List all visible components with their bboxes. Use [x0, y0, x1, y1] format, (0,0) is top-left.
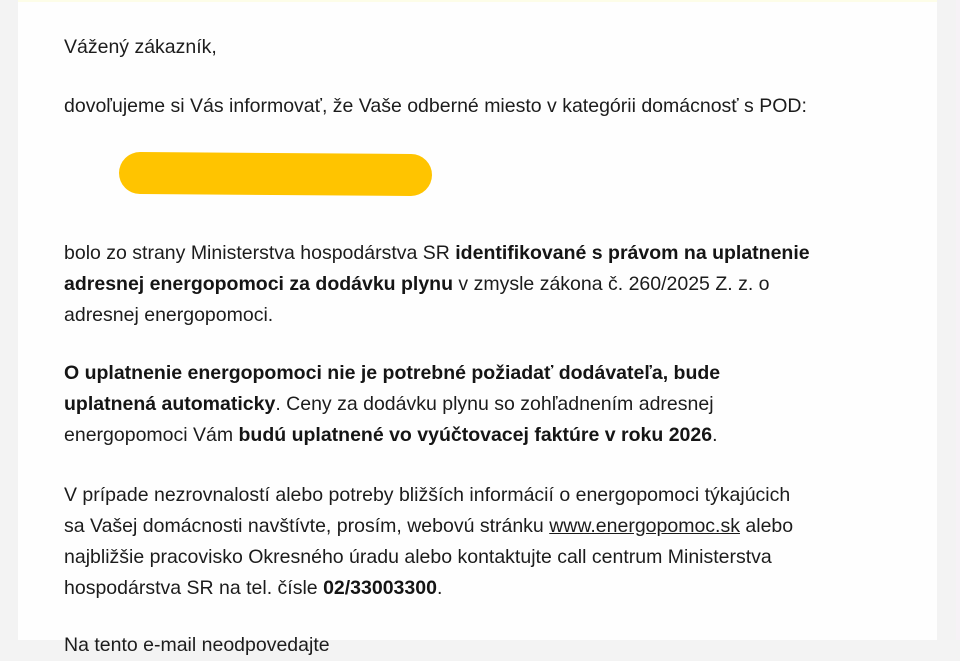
para1-line2: adresnej energopomoci za dodávku plynu v zmysle zákona č. 260/2025 Z. z. o — [64, 273, 770, 295]
para3-line2: sa Vašej domácnosti navštívte, prosím, webovú stránku www.energopomoc.sk alebo — [64, 515, 794, 537]
pod-redaction-mark — [119, 152, 432, 196]
para3-line3: najbližšie pracovisko Okresného úradu alebo kontaktujte call centrum Ministerstva — [64, 546, 772, 568]
energopomoc-link[interactable]: www.energopomoc.sk — [549, 515, 740, 537]
phone-number: 02/33003300 — [323, 577, 437, 599]
greeting: Vážený zákazník, — [64, 36, 217, 58]
left-gutter — [0, 0, 18, 640]
email-body — [18, 0, 937, 656]
para2-line3: energopomoci Vám budú uplatnené vo vyúčtovacej faktúre v roku 2026. — [64, 424, 718, 446]
intro-text: dovoľujeme si Vás informovať, že Vaše odberné miesto v kategórii domácnosť s POD: — [64, 95, 807, 117]
para1-line3: adresnej energopomoci. — [64, 304, 274, 326]
paragraph-automatic — [64, 358, 720, 451]
paragraph-eligibility — [64, 238, 810, 331]
right-edge — [956, 0, 960, 640]
paragraph-contact — [64, 480, 793, 604]
footer-partial-text: Na tento e-mail neodpovedajte — [64, 634, 330, 656]
para3-line4: hospodárstva SR na tel. čísle 02/33003300. — [64, 577, 443, 599]
para1-line1: bolo zo strany Ministerstva hospodárstva SR identifikované s právom na uplatnenie — [64, 242, 810, 264]
para2-line1: O uplatnenie energopomoci nie je potrebné požiadať dodávateľa, bude — [64, 362, 721, 384]
para2-line2: uplatnená automaticky. Ceny za dodávku plynu so zohľadnením adresnej — [64, 393, 714, 415]
para3-line1: V prípade nezrovnalostí alebo potreby bližších informácií o energopomoci týkajúcich — [64, 484, 791, 506]
